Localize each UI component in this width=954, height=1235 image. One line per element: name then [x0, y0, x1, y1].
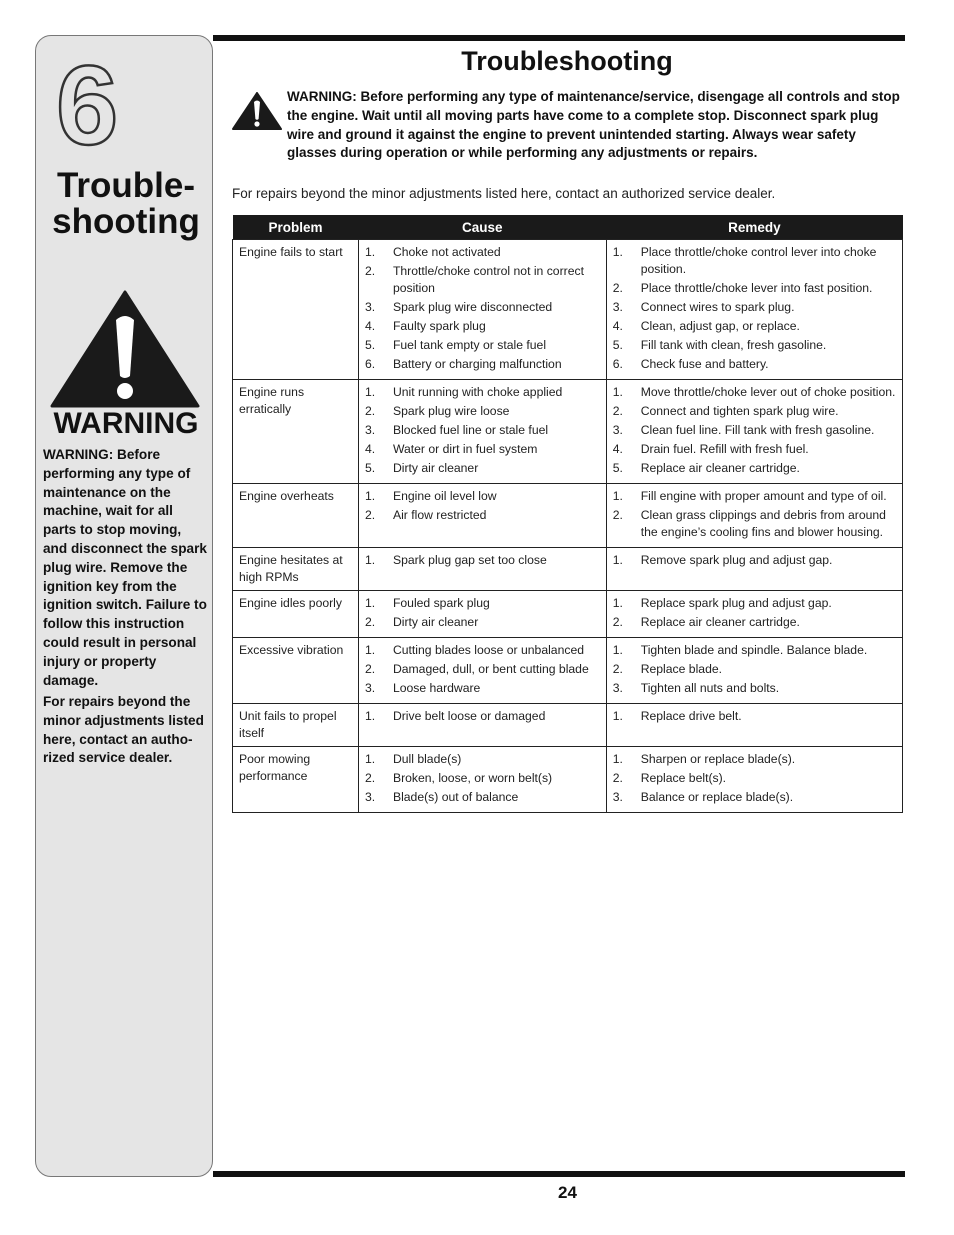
item-number: 3. [612, 423, 623, 437]
cause-list [365, 642, 601, 697]
item-number: 1. [612, 643, 623, 657]
cause-list [365, 244, 601, 373]
item-number: 1. [612, 553, 623, 567]
item-number: 3. [364, 681, 376, 695]
cause-item [365, 356, 601, 373]
remedy-item [613, 642, 897, 659]
cause-item-text: Air flow restricted [392, 508, 487, 522]
cause-item-text: Blade(s) out of balance [392, 790, 519, 804]
item-number: 1. [364, 752, 376, 766]
remedy-item [613, 770, 897, 787]
remedy-item [613, 680, 897, 697]
remedy-cell [606, 380, 902, 484]
item-number: 6. [612, 357, 623, 371]
problem-cell: Engine fails to start [233, 240, 359, 380]
item-number: 2. [612, 508, 623, 522]
problem-cell: Excessive vibration [233, 638, 359, 704]
remedy-item [613, 422, 897, 439]
remedy-item-text: Check fuse and battery. [640, 357, 769, 371]
cause-item [365, 460, 601, 477]
cause-item [365, 789, 601, 806]
item-number: 4. [364, 442, 376, 456]
table-row [233, 704, 903, 747]
remedy-list [613, 488, 897, 541]
cause-item-text: Cutting blades loose or unbalanced [392, 643, 585, 657]
cause-item-text: Loose hardware [392, 681, 481, 695]
remedy-item-text: Move throttle/choke lever out of choke position. [640, 385, 896, 399]
remedy-item [613, 337, 897, 354]
remedy-item [613, 441, 897, 458]
remedy-item [613, 614, 897, 631]
cause-item [365, 441, 601, 458]
cause-cell [358, 591, 606, 638]
chapter-title-line1: Trouble- [56, 166, 196, 205]
cause-cell [358, 704, 606, 747]
item-number: 2. [612, 771, 623, 785]
cause-item [365, 642, 601, 659]
cause-item [365, 751, 601, 768]
cause-item-text: Throttle/choke control not in correct position [392, 264, 584, 295]
intro-text: For repairs beyond the minor adjustments listed here, contact an authorized service dealer. [232, 186, 776, 201]
item-number: 1. [612, 596, 623, 610]
remedy-item-text: Tighten blade and spindle. Balance blade. [640, 643, 868, 657]
item-number: 1. [612, 752, 623, 766]
item-number: 3. [612, 681, 623, 695]
remedy-item-text: Connect and tighten spark plug wire. [640, 404, 839, 418]
item-number: 4. [612, 319, 623, 333]
remedy-list [613, 244, 897, 373]
safety-warning-text: WARNING: Before performing any type of maintenance/service, disengage all controls and stop the engine. Wait until all moving parts have come to a complete stop. Disconnect spark plug wire and ground it against the engine to prevent unintended starting. Always wear safety glasses during operation or while performing any adjustments or repairs. [287, 89, 900, 161]
remedy-item [613, 299, 897, 316]
chapter-title [40, 168, 212, 240]
remedy-item [613, 460, 897, 477]
cause-item [365, 263, 601, 297]
item-number: 1. [364, 245, 376, 259]
problem-cell: Engine hesitates at high RPMs [233, 548, 359, 591]
remedy-cell [606, 240, 902, 380]
cause-item [365, 708, 601, 725]
cause-item [365, 384, 601, 401]
item-number: 3. [364, 423, 376, 437]
cause-cell [358, 484, 606, 548]
remedy-item [613, 280, 897, 297]
item-number: 3. [364, 790, 376, 804]
table-row [233, 484, 903, 548]
remedy-item [613, 708, 897, 725]
cause-list [365, 384, 601, 477]
remedy-item-text: Connect wires to spark plug. [640, 300, 795, 314]
problem-cell: Engine runs erratically [233, 380, 359, 484]
remedy-cell [606, 548, 902, 591]
cause-item [365, 318, 601, 335]
troubleshooting-table [232, 215, 903, 813]
remedy-item-text: Fill engine with proper amount and type of oil. [640, 489, 887, 503]
remedy-item [613, 507, 897, 541]
cause-item [365, 299, 601, 316]
table-row [233, 747, 903, 813]
problem-cell: Poor mowing performance [233, 747, 359, 813]
cause-item-text: Spark plug wire loose [392, 404, 510, 418]
remedy-item-text: Balance or replace blade(s). [640, 790, 794, 804]
cause-list [365, 488, 601, 524]
cause-cell [358, 638, 606, 704]
cause-item-text: Drive belt loose or damaged [392, 709, 546, 723]
cause-cell [358, 380, 606, 484]
remedy-cell [606, 591, 902, 638]
remedy-item-text: Drain fuel. Refill with fresh fuel. [640, 442, 809, 456]
item-number: 5. [364, 461, 376, 475]
table-row [233, 240, 903, 380]
item-number: 2. [612, 404, 623, 418]
cause-item-text: Faulty spark plug [392, 319, 486, 333]
header-rule [213, 35, 905, 41]
table-row [233, 548, 903, 591]
remedy-item-text: Tighten all nuts and bolts. [640, 681, 780, 695]
warning-triangle-icon [50, 290, 200, 408]
item-number: 1. [612, 709, 623, 723]
remedy-cell [606, 638, 902, 704]
cause-item-text: Unit running with choke applied [392, 385, 563, 399]
item-number: 2. [364, 404, 376, 418]
cause-item-text: Dirty air cleaner [392, 461, 479, 475]
cause-item-text: Damaged, dull, or bent cutting blade [392, 662, 589, 676]
item-number: 3. [364, 300, 376, 314]
remedy-item [613, 384, 897, 401]
item-number: 1. [612, 385, 623, 399]
problem-cell: Engine idles poorly [233, 591, 359, 638]
item-number: 2. [364, 508, 376, 522]
cause-item-text: Broken, loose, or worn belt(s) [392, 771, 553, 785]
column-header-problem: Problem [233, 215, 359, 240]
remedy-list [613, 384, 897, 477]
item-number: 4. [364, 319, 376, 333]
remedy-item-text: Remove spark plug and adjust gap. [640, 553, 833, 567]
cause-item [365, 680, 601, 697]
footer-rule [213, 1171, 905, 1177]
problem-cell: Unit fails to propel itself [233, 704, 359, 747]
item-number: 2. [612, 281, 623, 295]
cause-item-text: Fouled spark plug [392, 596, 490, 610]
cause-item [365, 488, 601, 505]
problem-cell: Engine overheats [233, 484, 359, 548]
column-header-remedy: Remedy [606, 215, 902, 240]
item-number: 3. [612, 790, 623, 804]
remedy-item-text: Replace blade. [640, 662, 723, 676]
cause-cell [358, 548, 606, 591]
cause-item [365, 337, 601, 354]
cause-item-text: Fuel tank empty or stale fuel [392, 338, 547, 352]
remedy-item-text: Sharpen or replace blade(s). [640, 752, 796, 766]
chapter-number: 6 [56, 43, 119, 168]
cause-item [365, 661, 601, 678]
item-number: 1. [612, 245, 623, 259]
remedy-item-text: Replace drive belt. [640, 709, 742, 723]
cause-item-text: Blocked fuel line or stale fuel [392, 423, 549, 437]
remedy-item [613, 244, 897, 278]
column-header-cause: Cause [358, 215, 606, 240]
cause-item-text: Choke not activated [392, 245, 501, 259]
remedy-item [613, 318, 897, 335]
cause-item-text: Spark plug gap set too close [392, 553, 547, 567]
cause-item [365, 403, 601, 420]
remedy-item-text: Replace air cleaner cartridge. [640, 615, 800, 629]
remedy-item [613, 595, 897, 612]
table-row [233, 380, 903, 484]
remedy-cell [606, 704, 902, 747]
remedy-item [613, 661, 897, 678]
cause-list [365, 552, 601, 569]
cause-item [365, 507, 601, 524]
item-number: 2. [364, 615, 376, 629]
remedy-item [613, 789, 897, 806]
remedy-list [613, 595, 897, 631]
chapter-title-line2: shooting [52, 202, 200, 241]
cause-item [365, 422, 601, 439]
item-number: 2. [364, 264, 376, 278]
remedy-item-text: Replace belt(s). [640, 771, 727, 785]
cause-item [365, 614, 601, 631]
cause-list [365, 708, 601, 725]
table-row [233, 638, 903, 704]
item-number: 1. [364, 709, 376, 723]
item-number: 2. [364, 771, 376, 785]
item-number: 4. [612, 442, 623, 456]
sidebar-service-note: For repairs beyond the minor adjustments listed here, contact an authorized service dealer. [43, 694, 204, 766]
remedy-item-text: Replace spark plug and adjust gap. [640, 596, 832, 610]
table-header-row [233, 215, 903, 240]
remedy-cell [606, 484, 902, 548]
cause-item [365, 595, 601, 612]
item-number: 1. [364, 596, 376, 610]
remedy-list [613, 708, 897, 725]
page-number: 24 [558, 1183, 577, 1202]
item-number: 3. [612, 300, 623, 314]
item-number: 5. [612, 461, 623, 475]
remedy-item-text: Fill tank with clean, fresh gasoline. [640, 338, 827, 352]
warning-triangle-icon [232, 92, 282, 130]
remedy-list [613, 751, 897, 806]
remedy-item-text: Replace air cleaner cartridge. [640, 461, 800, 475]
cause-item [365, 244, 601, 261]
item-number: 6. [364, 357, 376, 371]
cause-list [365, 751, 601, 806]
remedy-item-text: Clean, adjust gap, or replace. [640, 319, 800, 333]
item-number: 1. [612, 489, 623, 503]
item-number: 1. [364, 385, 376, 399]
cause-item-text: Battery or charging malfunction [392, 357, 562, 371]
item-number: 5. [364, 338, 376, 352]
cause-cell [358, 747, 606, 813]
table-row [233, 591, 903, 638]
cause-cell [358, 240, 606, 380]
cause-item-text: Dirty air cleaner [392, 615, 479, 629]
remedy-item-text: Clean fuel line. Fill tank with fresh gasoline. [640, 423, 875, 437]
item-number: 2. [612, 615, 623, 629]
cause-item-text: Dull blade(s) [392, 752, 462, 766]
remedy-list [613, 642, 897, 697]
remedy-cell [606, 747, 902, 813]
remedy-list [613, 552, 897, 569]
remedy-item-text: Place throttle/choke lever into fast position. [640, 281, 873, 295]
remedy-item [613, 488, 897, 505]
cause-item-text: Engine oil level low [392, 489, 497, 503]
cause-list [365, 595, 601, 631]
remedy-item-text: Place throttle/choke control lever into choke position. [640, 245, 877, 276]
cause-item-text: Spark plug wire disconnected [392, 300, 553, 314]
sidebar-warning-text: WARNING: Before performing any type of maintenance on the machine, wait for all parts to stop moving, and disconnect the spark plug wire. Remove the ignition key from the ignition switch. Failure to follow this instruction could result in personal injury or property damage. [43, 447, 207, 688]
remedy-item [613, 356, 897, 373]
page-title: Troubleshooting [461, 46, 673, 76]
warning-heading: WARNING [53, 407, 199, 440]
cause-item-text: Water or dirt in fuel system [392, 442, 538, 456]
item-number: 2. [612, 662, 623, 676]
item-number: 1. [364, 489, 376, 503]
remedy-item-text: Clean grass clippings and debris from around the engine’s cooling fins and blower housing. [640, 508, 886, 539]
cause-item [365, 770, 601, 787]
item-number: 5. [612, 338, 623, 352]
item-number: 1. [364, 553, 376, 567]
remedy-item [613, 552, 897, 569]
item-number: 2. [364, 662, 376, 676]
cause-item [365, 552, 601, 569]
item-number: 1. [364, 643, 376, 657]
remedy-item [613, 403, 897, 420]
remedy-item [613, 751, 897, 768]
